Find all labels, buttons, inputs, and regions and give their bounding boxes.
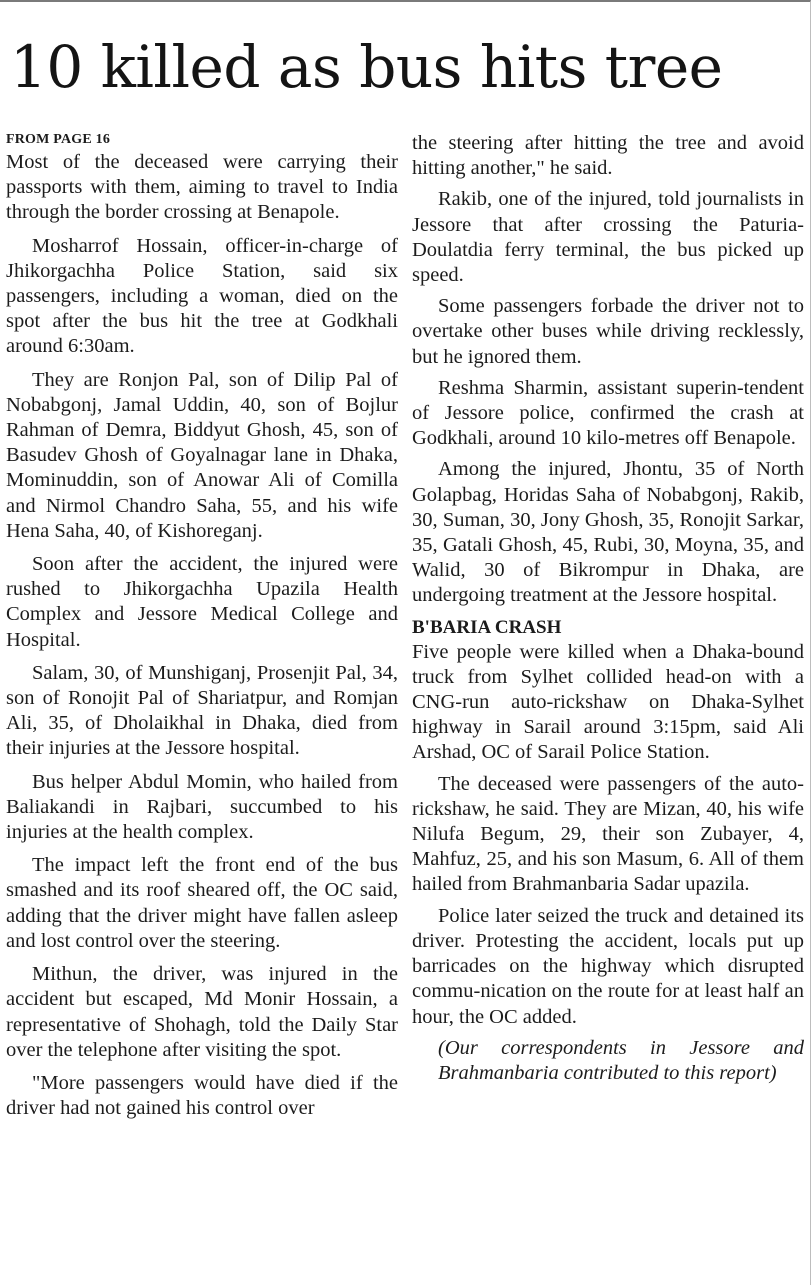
paragraph: Reshma Sharmin, assistant superin-tendent of Jessore police, confirmed the crash at Godkhali, around 10 kilo-metres off Benapole. xyxy=(412,376,804,450)
paragraph: Some passengers forbade the driver not to overtake other buses while driving recklessly, but he ignored them. xyxy=(412,295,804,368)
paragraph: Soon after the accident, the injured were rushed to Jhikorgachha Upazila Health Complex and Jessore Medical College and Hospital. xyxy=(6,553,398,651)
correspondent-credit: (Our correspondents in Jessore and Brahmanbaria contributed to this report) xyxy=(438,1036,804,1084)
paragraph: Police later seized the truck and detained its driver. Protesting the accident, locals put up barricades on the highway which disrupted commu-nication on the route for at least half an hour, the OC added. xyxy=(412,904,804,1028)
subhead: B'BARIA CRASH xyxy=(412,616,562,638)
paragraph: Among the injured, Jhontu, 35 of North Golapbag, Horidas Saha of Nobabgonj, Rakib, 30, Suman, 30, Jony Ghosh, 35, Ronojit Sarkar, 35, Gatali Ghosh, 45, Rubi, 30, Moyna, 35, and Walid, 30 of Bikrompur in Dhaka, are undergoing treatment at the Jessore hospital. xyxy=(412,458,804,607)
paragraph: Rakib, one of the injured, told journalists in Jessore that after crossing the Paturia-Doulatdia ferry terminal, the bus picked up speed. xyxy=(412,188,804,287)
paragraph: The deceased were passengers of the auto-rickshaw, he said. They are Mizan, 40, his wife Nilufa Begum, 29, their son Zubayer, 4, Mahfuz, 25, and his son Masum, 6. All of them hailed from Brahmanbaria Sadar upazila. xyxy=(412,772,804,896)
paragraph: The impact left the front end of the bus smashed and its roof sheared off, the OC said, adding that the driver might have fallen asleep and lost control over the steering. xyxy=(6,854,398,952)
paragraph: Mithun, the driver, was injured in the accident but escaped, Md Monir Hossain, a representative of Shohagh, told the Daily Star over the telephone after visiting the spot. xyxy=(6,963,398,1061)
paragraph: Five people were killed when a Dhaka-bound truck from Sylhet collided head-on with a CNG-run auto-rickshaw on Dhaka-Sylhet highway in Sarail around 3:15pm, said Ali Arshad, OC of Sarail Police Station. xyxy=(412,640,804,764)
right-column xyxy=(412,131,804,1094)
left-column xyxy=(6,130,398,1127)
paragraph: "More passengers would have died if the driver had not gained his control over xyxy=(6,1071,398,1120)
paragraph: They are Ronjon Pal, son of Dilip Pal of Nobabgonj, Jamal Uddin, 40, son of Bojlur Rahman of Demra, Biddyut Ghosh, 45, son of Basudev Ghosh of Goyalnagar lane in Dhaka, Mominuddin, son of Anowar Ali of Comilla and Nirmol Chandro Saha, 55, and his wife Hena Saha, 40, of Kishoreganj. xyxy=(6,368,398,542)
paragraph: the steering after hitting the tree and avoid hitting another," he said. xyxy=(412,132,804,180)
paragraph: Most of the deceased were carrying their passports with them, aiming to travel to India through the border crossing at Benapole. xyxy=(6,151,398,224)
continuation-kicker: FROM PAGE 16 xyxy=(6,132,111,147)
paragraph: Mosharrof Hossain, officer-in-charge of Jhikorgachha Police Station, said six passengers, including a woman, died on the spot after the bus hit the tree at Godkhali around 6:30am. xyxy=(6,234,398,358)
headline: 10 killed as bus hits tree xyxy=(10,33,723,101)
paragraph: Bus helper Abdul Momin, who hailed from Baliakandi in Rajbari, succumbed to his injuries at the health complex. xyxy=(6,770,398,844)
paragraph: Salam, 30, of Munshiganj, Prosenjit Pal, 34, son of Ronojit Pal of Shariatpur, and Romjan Ali, 35, of Dholaikhal in Dhaka, died from their injuries at the Jessore hospital. xyxy=(6,661,398,760)
